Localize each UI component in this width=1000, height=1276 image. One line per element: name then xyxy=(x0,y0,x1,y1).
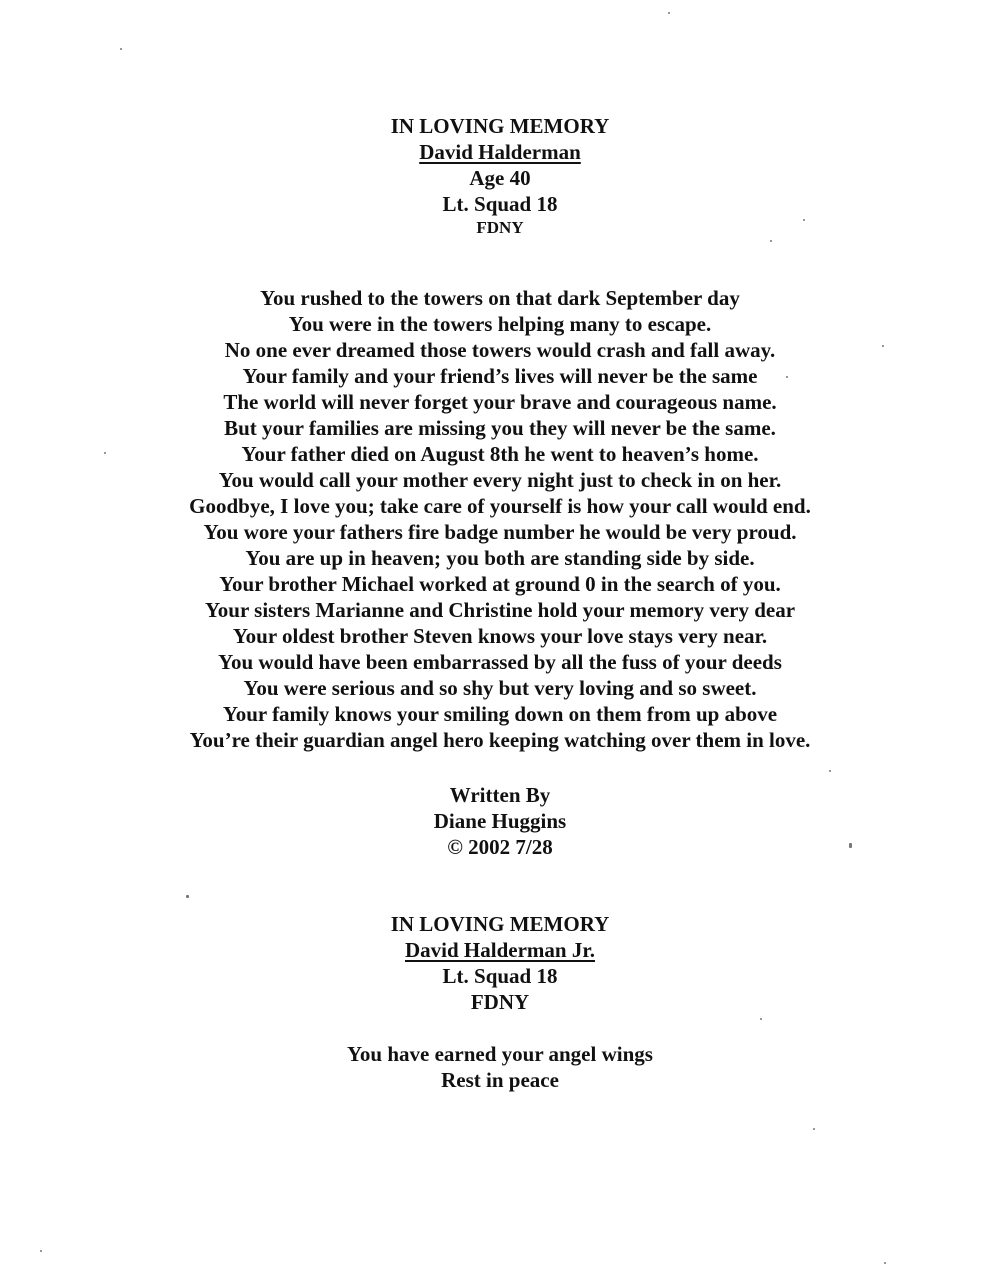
memorial-header-second xyxy=(0,911,1000,1015)
scan-speck xyxy=(884,1262,886,1264)
poem-line: You wore your fathers fire badge number he would be very proud. xyxy=(203,520,797,544)
poem-line: You would have been embarrassed by all the fuss of your deeds xyxy=(218,650,782,674)
honoree-rank: Lt. Squad 18 xyxy=(442,964,558,988)
closing-line: You have earned your angel wings xyxy=(347,1042,653,1066)
poem-line: You were serious and so shy but very loving and so sweet. xyxy=(243,676,757,700)
poem-line: Your oldest brother Steven knows your love stays very near. xyxy=(232,624,768,648)
scan-speck xyxy=(882,345,884,347)
poem-line: You would call your mother every night just to check in on her. xyxy=(218,468,782,492)
honoree-name-text: David Halderman Jr. xyxy=(405,938,595,962)
poem-line: Your sisters Marianne and Christine hold your memory very dear xyxy=(204,598,796,622)
scan-speck xyxy=(40,1250,42,1252)
copyright-notice: © 2002 7/28 xyxy=(447,835,553,859)
scan-speck xyxy=(760,1018,762,1020)
closing-line: Rest in peace xyxy=(441,1068,559,1092)
honoree-name xyxy=(0,937,1000,963)
author-name: Diane Huggins xyxy=(433,809,567,833)
scan-speck xyxy=(770,240,772,242)
poem-line: You’re their guardian angel hero keeping watching over them in love. xyxy=(189,728,811,752)
poem-line: Goodbye, I love you; take care of yourself is how your call would end. xyxy=(189,494,811,518)
memorial-header xyxy=(0,113,1000,239)
scan-speck xyxy=(104,452,106,454)
poem-line: Your brother Michael worked at ground 0 in the search of you. xyxy=(219,572,781,596)
scan-speck xyxy=(668,12,670,14)
poem-line: No one ever dreamed those towers would crash and fall away. xyxy=(224,338,776,362)
memorial-title: IN LOVING MEMORY xyxy=(390,912,610,936)
poem-line: Your family and your friend’s lives will never be the same xyxy=(242,364,758,388)
poem-line: You were in the towers helping many to escape. xyxy=(288,312,712,336)
author-signature xyxy=(0,782,1000,860)
scan-speck xyxy=(120,48,122,50)
scan-speck xyxy=(829,770,831,772)
honoree-age: Age 40 xyxy=(469,166,531,190)
poem-line: You are up in heaven; you both are standing side by side. xyxy=(245,546,755,570)
poem-line: Your father died on August 8th he went to heaven’s home. xyxy=(241,442,759,466)
scan-speck xyxy=(786,376,788,378)
honoree-department: FDNY xyxy=(476,218,524,237)
scan-speck xyxy=(186,895,189,898)
poem-line: Your family knows your smiling down on them from up above xyxy=(222,702,778,726)
poem-line: You rushed to the towers on that dark September day xyxy=(260,286,740,310)
written-by-label: Written By xyxy=(449,783,551,807)
memorial-title: IN LOVING MEMORY xyxy=(390,114,610,138)
poem-line: The world will never forget your brave and courageous name. xyxy=(223,390,777,414)
honoree-name-text: David Halderman xyxy=(419,140,581,164)
scan-speck xyxy=(849,843,852,848)
scan-speck xyxy=(813,1128,815,1130)
scan-speck xyxy=(803,219,805,221)
honoree-department: FDNY xyxy=(470,990,530,1014)
closing-message xyxy=(0,1041,1000,1093)
poem-line: But your families are missing you they will never be the same. xyxy=(224,416,776,440)
poem xyxy=(0,285,1000,753)
honoree-name xyxy=(0,139,1000,165)
honoree-rank: Lt. Squad 18 xyxy=(442,192,558,216)
